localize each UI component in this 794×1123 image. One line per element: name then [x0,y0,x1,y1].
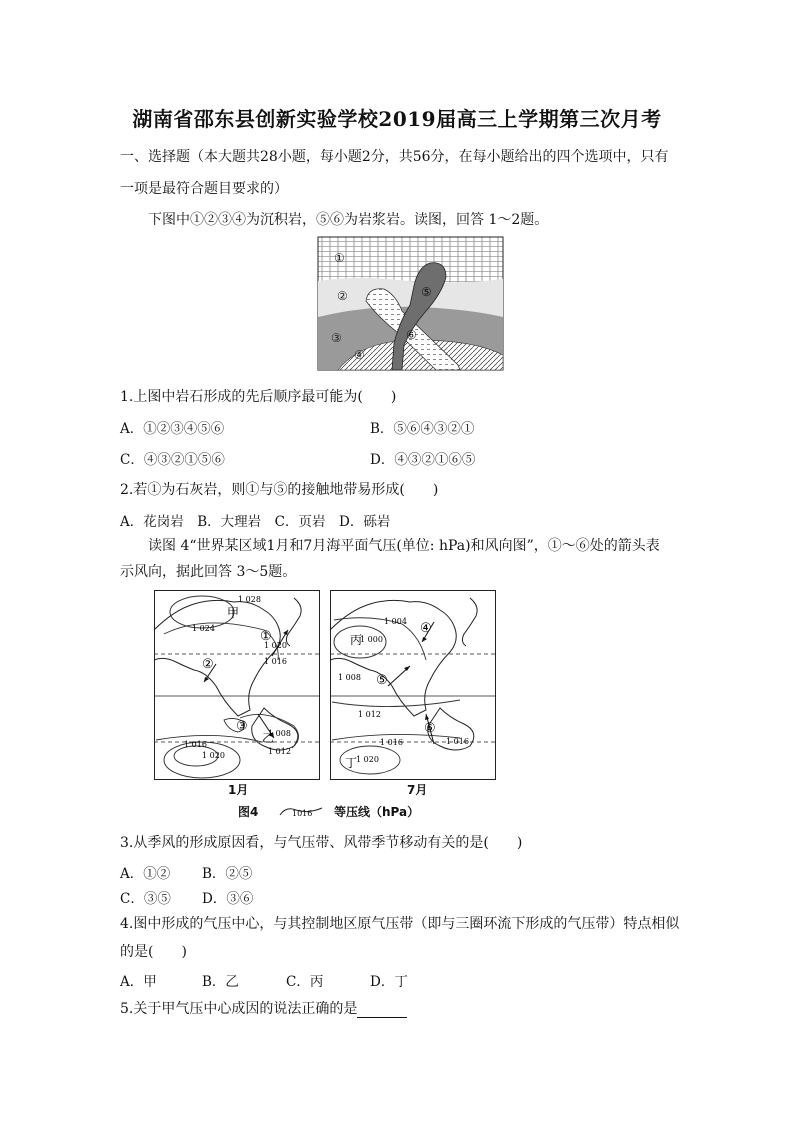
january-label: 1月 [228,783,249,797]
center-yi: 乙 [262,731,275,745]
label-5: ⑤ [421,285,432,299]
page-title: 湖南省邵东县创新实验学校2019届高三上学期第三次月考 [132,107,662,131]
q3-option-b: B．②⑤ [202,866,253,882]
arrow-label-6: ⑥ [424,721,436,736]
q4-option-b: B．乙 [202,974,239,990]
label-6: ⑥ [406,328,417,342]
label-2: ② [337,289,348,303]
arrow-label-1: ① [260,629,272,644]
q1-option-d: D．④③②①⑥⑤ [370,452,476,468]
q5-stem-text: 5.关于甲气压中心成因的说法正确的是 [120,1001,358,1017]
isobar-1016-south: 1 016 [184,740,207,749]
section-heading-line2: 一项是最符合题目要求的） [120,181,288,197]
q4-stem-line2: 的是( ) [120,944,187,960]
q3-option-c: C．③⑤ [120,891,171,907]
intro-figure4-line1: 读图 4“世界某区域1月和7月海平面气压(单位: hPa)和风向图”，①～⑥处的箭头表 [148,538,660,554]
isobar-1004: 1 004 [384,617,407,626]
intro-figure1: 下图中①②③④为沉积岩，⑤⑥为岩浆岩。读图，回答 1～2题。 [148,212,549,228]
arrow-label-5: ⑤ [376,673,388,688]
q5-stem [120,998,407,1018]
q4-option-c: C．丙 [286,974,324,990]
q4-option-d: D．丁 [370,974,408,990]
center-jia: 甲 [227,606,240,620]
arrow-label-4: ④ [420,621,432,636]
isobar-1008: 1 008 [268,729,291,738]
isobar-1016-north: 1 016 [264,657,287,666]
figure4-caption: 图4 [238,805,259,819]
arrow-label-3: ③ [236,719,248,734]
january-pressure-map [154,590,320,780]
center-bing: 丙 [350,633,363,647]
label-3: ③ [331,331,342,345]
legend-text: 等压线（hPa） [334,805,420,819]
q5-answer-blank [357,1003,407,1018]
label-1: ① [334,251,345,265]
q1-option-c: C．④③②①⑤⑥ [120,452,225,468]
isobar-1020-south: 1 020 [202,751,225,760]
isobar-1000: 1 000 [360,635,383,644]
isobar-1012: 1 012 [358,710,381,719]
isobar-1012: 1 012 [268,747,291,756]
july-label: 7月 [407,783,428,797]
q1-stem: 1.上图中岩石形成的先后顺序最可能为( ) [120,389,397,405]
center-ding: 丁 [345,756,358,770]
q3-option-a: A．①② [120,866,171,882]
q2-options: A．花岗岩 B．大理岩 C．页岩 D．砾岩 [120,514,391,530]
isobar-1016-west: 1 016 [380,738,403,747]
q3-stem: 3.从季风的形成原因看，与气压带、风带季节移动有关的是( ) [120,835,523,851]
isobar-1028: 1 028 [238,595,261,604]
isobar-1016-east: 1 016 [446,737,469,746]
isobar-1008: 1 008 [338,673,361,682]
q1-option-b: B．⑤⑥④③②① [370,421,475,437]
arrow-label-2: ② [202,657,214,672]
label-4: ④ [354,348,365,362]
isobar-legend-symbol [278,802,330,818]
isobar-1024: 1 024 [192,624,215,633]
july-pressure-map [330,590,496,780]
q4-option-a: A．甲 [120,974,157,990]
isobar-1020-north: 1 020 [264,641,287,650]
rock-layers-figure [318,237,503,370]
isobar-1020: 1 020 [356,755,379,764]
q2-stem: 2.若①为石灰岩，则①与⑤的接触地带易形成( ) [120,482,439,498]
q1-option-a: A．①②③④⑤⑥ [120,421,225,437]
q4-stem-line1: 4.图中形成的气压中心，与其控制地区原气压带（即与三圈环流下形成的气压带）特点相似 [120,916,680,932]
section-heading-line1: 一、选择题（本大题共28小题，每小题2分，共56分，在每小题给出的四个选项中，只有 [120,149,669,165]
legend-value: 1016 [292,809,313,818]
intro-figure4-line2: 示风向，据此回答 3～5题。 [120,564,297,580]
q3-option-d: D．③⑥ [202,891,254,907]
